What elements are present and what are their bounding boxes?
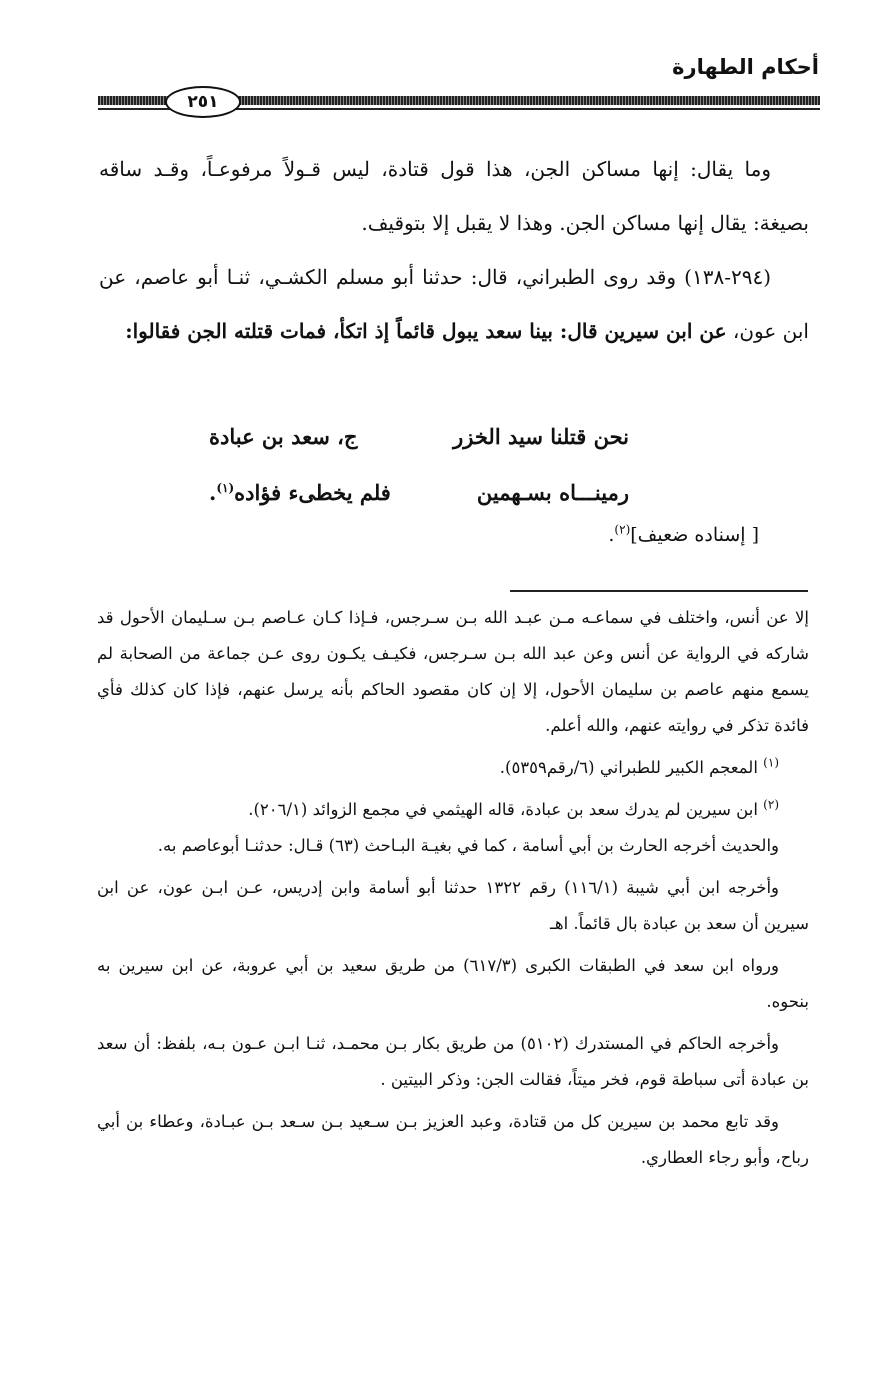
paragraph-2-start: (٢٩٤-١٣٨) وقد روى الطبراني، قال: حدثنا أبو مسلم الكشـي، ثنـا أبو عاصم، عن ابن عون، [99, 265, 809, 343]
footnote-para-5: ورواه ابن سعد في الطبقات الكبرى (٦١٧/٣) من طريق سعيد بن أبي عروبة، عن ابن سيرين به بنحوه. [97, 956, 809, 1011]
poem-line-2 [209, 464, 629, 520]
footnote-para-4: وأخرجه ابن أبي شيبة (١١٦/١) رقم ١٣٢٢ حدثنا أبو أسامة وابن إدريس، عـن ابـن عون، عن ابن سيرين أن سعد بن عبادة بال قائماً. اهـ [97, 878, 809, 933]
footnote-para-6: وأخرجه الحاكم في المستدرك (٥١٠٢) من طريق بكار بـن محمـد، ثنـا ابـن عـون بـه، بلفظ: أن سعد بن عبادة أتى سباطة قوم، فخر ميتاً، فقالت الجن: وذكر البيتين . [97, 1034, 809, 1089]
isnad-grade-text: [ إسناده ضعيف] [630, 524, 759, 546]
footnote-ref-2: (٢) [614, 522, 631, 537]
running-title: أحكام الطهارة [672, 55, 819, 79]
footnote-2 [97, 792, 809, 828]
footnote-separator [510, 590, 808, 592]
footnotes [97, 600, 809, 1176]
paragraph-2-bold: عن ابن سيرين قال: بينا سعد يبول قائماً إذ اتكأ، فمات قتلته الجن فقالوا: [125, 319, 727, 343]
poem-line-1-second-half: ج، سعد بن عبادة [209, 423, 358, 449]
poem-line-1 [209, 408, 629, 464]
footnote-2-marker: (٢) [763, 797, 779, 812]
footnote-2-text: ابن سيرين لم يدرك سعد بن عبادة، قاله الهيثمي في مجمع الزوائد (٢٠٦/١). [248, 800, 758, 819]
poem-line-2-first-half: رمينـــاه بسـهمين [476, 479, 629, 505]
isnad-grade: [ إسناده ضعيف]$^{(٢)}$. [608, 522, 759, 546]
footnote-1-text: المعجم الكبير للطبراني (٦/رقم٥٣٥٩). [499, 758, 758, 777]
paragraph-2 [99, 250, 809, 358]
footnote-1 [97, 750, 809, 786]
poem-line-2-text: فلم يخطىء فؤاده [234, 479, 391, 505]
footnote-1-marker: (١) [763, 755, 779, 770]
footnote-continuation: إلا عن أنس، واختلف في سماعـه مـن عبـد الله بـن سـرجس، فـإذا كـان عـاصم بـن سـليمان الأحول قد شاركه في الرواية عن أنس وعن عبد الله بـن سـرجس، فكيـف يكـون روى عـن جماعة من الصحابة لم يسمع منهم عاصم بن سليمان الأحول، إلا إن كان مقصود الحاكم بأنه يرسل عنهم، فإذا كان كذلك فأي فائدة تذكر في روايته عنهم، والله أعلم. [97, 608, 809, 735]
footnote-para-3: والحديث أخرجه الحارث بن أبي أسامة ، كما في بغيـة البـاحث (٦٣) قـال: حدثنـا أبوعاصم به. [157, 836, 779, 855]
poem-line-1-first-half: نحن قتلنا سيد الخزر [453, 423, 629, 449]
footnote-para-7: وقد تابع محمد بن سيرين كل من قتادة، وعبد العزيز بـن سـعيد بـن سـعد بـن عبـادة، وعطاء بن أبي رباح، وأبو رجاء العطاري. [97, 1112, 809, 1167]
poem [209, 408, 629, 520]
footnote-ref-1: (١) [216, 480, 235, 495]
paragraph-1: وما يقال: إنها مساكن الجن، هذا قول قتادة، ليس قـولاً مرفوعـاً، وقـد ساقه بصيغة: يقال إنها مساكن الجن. وهذا لا يقبل إلا بتوقيف. [99, 157, 809, 235]
main-text [99, 142, 809, 358]
page-number: ٢٥١ [165, 86, 241, 118]
poem-line-2-second-half: فلم يخطىء فؤاده$^{(١)}$. [209, 479, 391, 505]
